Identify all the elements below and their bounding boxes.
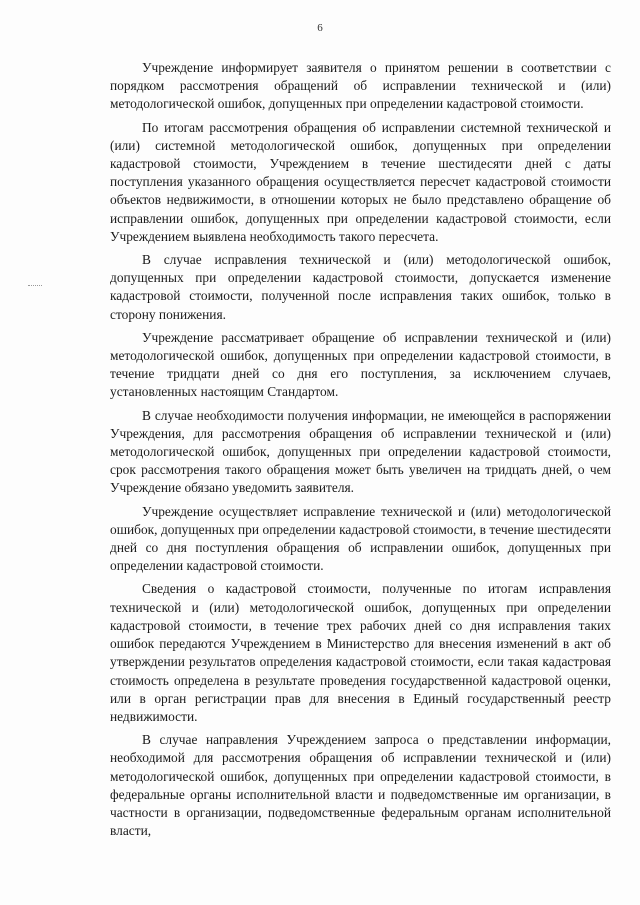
scan-artifact	[28, 285, 42, 287]
paragraph-decision-notice: Учреждение информирует заявителя о принятом решении в соответствии с порядком рассмотрения обращений об исправлении технической и (или) методологической ошибок, допущенных при определении кадастровой стоимости.	[110, 60, 611, 112]
page-number: 6	[317, 22, 323, 34]
paragraph-review-period: Учреждение рассматривает обращение об исправлении технической и (или) методологической ошибок, допущенных при определении кадастровой стоимости, в течение тридцати дней со дня его поступления, за исключением случаев, установленных настоящим Стандартом.	[110, 329, 611, 400]
document-body	[110, 59, 611, 845]
paragraph-transfer-of-information: Сведения о кадастровой стоимости, полученные по итогам исправления технической и (или) методологической ошибок, допущенных при определении кадастровой стоимости, в течение трех рабочих дней со дня исправления таких ошибок передаются Учреждением в Министерство для внесения изменений в акт об утверждении результатов определения кадастровой стоимости, если такая кадастровая стоимость определена в результате проведения государственной кадастровой оценки, или в орган регистрации прав для внесения в Единый государственный реестр недвижимости.	[110, 581, 611, 724]
paragraph-extension-of-period: В случае необходимости получения информации, не имеющейся в распоряжении Учреждения, для рассмотрения обращения об исправлении технической и (или) методологической ошибок, допущенных при определении кадастровой стоимости, срок рассмотрения такого обращения может быть увеличен на тридцать дней, о чем Учреждение обязано уведомить заявителя.	[110, 407, 611, 496]
paragraph-information-request: В случае направления Учреждением запроса о представлении информации, необходимой для рассмотрения обращения об исправлении технической и (или) методологической ошибок, допущенных при определении кадастровой стоимости, в федеральные органы исполнительной власти и подведомственные им организации, в частности в организации, подведомственные федеральным органам исполнительной власти,	[110, 732, 611, 839]
paragraph-systemic-error-recalculation: По итогам рассмотрения обращения об исправлении системной технической и (или) системной методологической ошибок, допущенных при определении кадастровой стоимости, Учреждением в течение шестидесяти дней с даты поступления указанного обращения осуществляется пересчет кадастровой стоимости объектов недвижимости, в отношении которых не было представлено обращение об исправлении ошибок, допущенных при определении кадастровой стоимости, если Учреждением выявлена необходимость такого пересчета.	[110, 119, 611, 244]
paragraph-correction-period: Учреждение осуществляет исправление технической и (или) методологической ошибок, допущенных при определении кадастровой стоимости, в течение шестидесяти дней со дня поступления обращения об исправлении ошибок, допущенных при определении кадастровой стоимости.	[110, 503, 611, 574]
paragraph-value-decrease-only: В случае исправления технической и (или) методологической ошибок, допущенных при определении кадастровой стоимости, допускается изменение кадастровой стоимости, полученной после исправления таких ошибок, только в сторону понижения.	[110, 252, 611, 322]
